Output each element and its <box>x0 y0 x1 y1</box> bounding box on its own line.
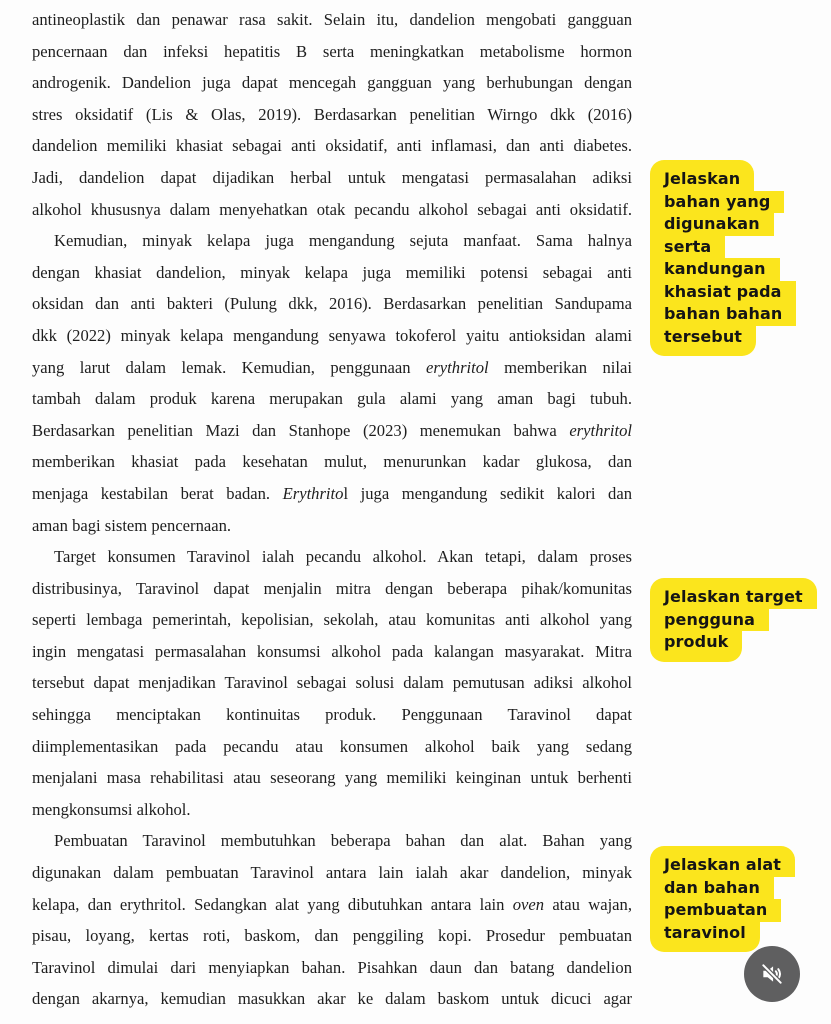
annotation-line: serta <box>650 236 725 259</box>
text-line: pisau, loyang, kertas roti, baskom, dan penggiling kopi. Prosedur pembuatan <box>32 926 632 946</box>
text-line: sehingga menciptakan kontinuitas produk. Penggunaan Taravinol dapat <box>32 705 632 725</box>
text-line <box>32 478 632 510</box>
text-line: tersebut dapat menjadikan Taravinol sebagai solusi dalam pemutusan adiksi alkohol <box>32 673 632 693</box>
annotation-target-users <box>650 578 817 662</box>
text-line <box>32 415 632 447</box>
text-line: menjalani masa rehabilitasi atau seseorang yang memiliki keinginan untuk berhenti <box>32 768 632 788</box>
text-line: mengkonsumsi alkohol. <box>32 799 191 819</box>
text-line <box>32 889 632 921</box>
text-line: Pembuatan Taravinol membutuhkan beberapa bahan dan alat. Bahan yang <box>54 831 632 851</box>
text-line: dengan khasiat dandelion, minyak kelapa juga memiliki potensi sebagai anti <box>32 262 632 282</box>
text-line: digunakan dalam pembuatan Taravinol antara lain ialah akar dandelion, minyak <box>32 863 632 883</box>
annotation-ingredients-benefits <box>650 160 796 356</box>
text-line: seperti lembaga pemerintah, kepolisian, sekolah, atau komunitas anti alkohol yang <box>32 610 632 630</box>
annotation-line: bahan yang <box>650 191 784 214</box>
text-line: dandelion memiliki khasiat sebagai anti oksidatif, anti inflamasi, dan anti diabetes. <box>32 136 632 156</box>
paragraph-dandelion <box>32 4 632 225</box>
mute-button[interactable] <box>744 946 800 1002</box>
text-line: androgenik. Dandelion juga dapat mencegah gangguan yang berhubungan dengan <box>32 73 632 93</box>
text-line: pencernaan dan infeksi hepatitis B serta meningkatkan metabolisme hormon <box>32 41 632 61</box>
annotation-line: Jelaskan <box>650 160 754 191</box>
text-segment: memberikan nilai <box>488 357 632 377</box>
italic-term: oven <box>512 894 545 914</box>
text-line: dkk (2022) minyak kelapa mengandung senyawa tokoferol yaitu antioksidan alami <box>32 325 632 345</box>
text-line: ingin mengatasi permasalahan konsumsi alkohol pada kalangan masyarakat. Mitra <box>32 641 632 661</box>
speaker-muted-icon <box>759 961 785 987</box>
text-segment: l juga mengandung sedikit kalori dan <box>343 483 632 503</box>
annotation-line: kandungan <box>650 258 780 281</box>
annotation-line: Jelaskan alat <box>650 846 795 877</box>
text-segment: menjaga kestabilan berat badan. <box>32 483 283 503</box>
annotation-line: bahan bahan <box>650 303 796 326</box>
text-line: aman bagi sistem pencernaan. <box>32 515 232 535</box>
paragraph-coconut-oil-erythritol <box>32 225 632 541</box>
annotation-line: dan bahan <box>650 877 774 900</box>
annotation-tools-materials <box>650 846 795 952</box>
annotation-line: Jelaskan target <box>650 578 817 609</box>
text-line: Kemudian, minyak kelapa juga mengandung sejuta manfaat. Sama halnya <box>54 231 632 251</box>
document-page <box>32 4 632 1015</box>
text-line: antineoplastik dan penawar rasa sakit. Selain itu, dandelion mengobati gangguan <box>32 10 632 29</box>
text-segment: yang larut dalam lemak. Kemudian, penggunaan <box>32 357 426 377</box>
text-line: stres oksidatif (Lis & Olas, 2019). Berdasarkan penelitian Wirngo dkk (2016) <box>32 104 632 124</box>
italic-term: Erythrito <box>282 483 344 503</box>
text-line: distribusinya, Taravinol dapat menjalin mitra dengan beberapa pihak/komunitas <box>32 578 632 598</box>
text-line: Jadi, dandelion dapat dijadikan herbal untuk mengatasi permasalahan adiksi <box>32 167 632 187</box>
text-segment: Berdasarkan penelitian Mazi dan Stanhope (2023) menemukan bahwa <box>32 420 570 440</box>
annotation-line: digunakan <box>650 213 774 236</box>
text-segment: kelapa, dan erythritol. Sedangkan alat yang dibutuhkan antara lain <box>32 894 513 914</box>
italic-term: erythritol <box>569 420 632 440</box>
annotation-line: pembuatan <box>650 899 781 922</box>
text-line: tambah dalam produk karena merupakan gula alami yang aman bagi tubuh. <box>32 389 632 409</box>
paragraph-production <box>32 825 632 1015</box>
text-line: diimplementasikan pada pecandu atau konsumen alkohol baik yang sedang <box>32 736 632 756</box>
text-line <box>32 352 632 384</box>
text-line: memberikan khasiat pada kesehatan mulut, menurunkan kadar glukosa, dan <box>32 452 632 472</box>
annotation-line: tersebut <box>650 326 756 357</box>
annotation-line: pengguna <box>650 609 769 632</box>
text-line: dengan akarnya, kemudian masukkan akar ke dalam baskom untuk dicuci agar <box>32 989 632 1009</box>
paragraph-target-consumer <box>32 541 632 825</box>
text-line: alkohol khususnya dalam menyehatkan otak pecandu alkohol sebagai anti oksidatif. <box>32 199 632 219</box>
annotation-line: produk <box>650 631 742 662</box>
annotation-line: taravinol <box>650 922 760 953</box>
annotation-line: khasiat pada <box>650 281 796 304</box>
text-line: oksidan dan anti bakteri (Pulung dkk, 2016). Berdasarkan penelitian Sandupama <box>32 294 632 314</box>
text-segment: atau wajan, <box>544 894 632 914</box>
text-line: Target konsumen Taravinol ialah pecandu alkohol. Akan tetapi, dalam proses <box>54 547 632 567</box>
text-line: Taravinol dimulai dari menyiapkan bahan. Pisahkan daun dan batang dandelion <box>32 957 632 977</box>
italic-term: erythritol <box>425 357 489 377</box>
